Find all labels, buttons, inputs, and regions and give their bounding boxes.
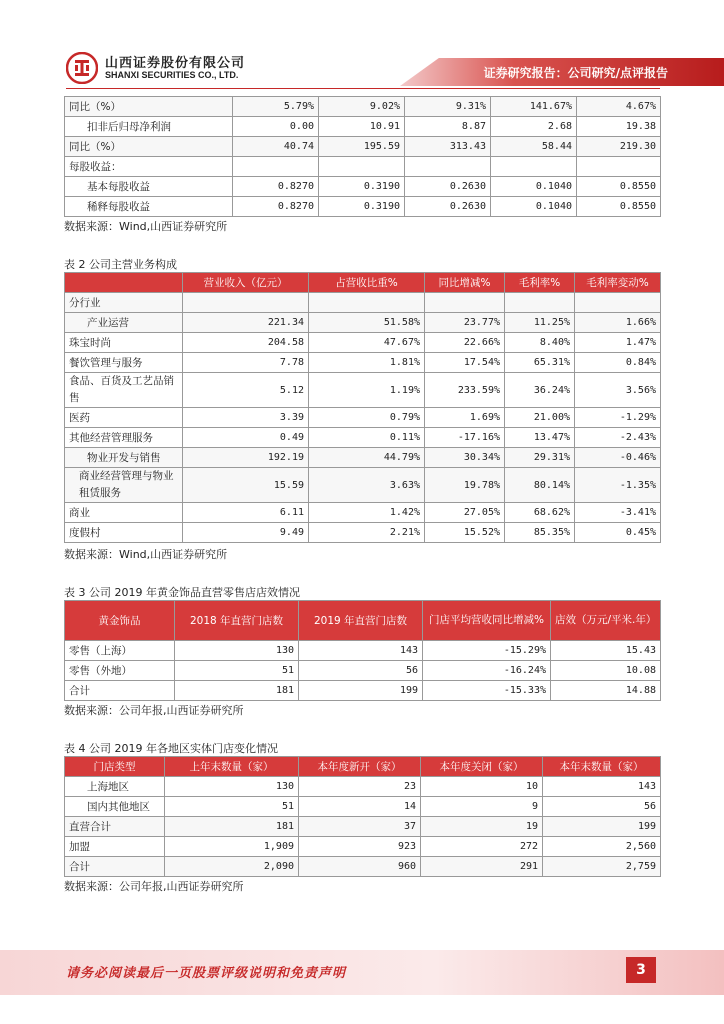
business-composition-table [64,272,661,543]
table-row: 上海地区 130 23 10 143 [65,777,661,797]
table-row: 度假村 9.49 2.21% 15.52% 85.35% 0.45% [65,523,661,543]
table-row: 零售（外地） 51 56 -16.24% 10.08 [65,661,661,681]
table-section-row: 分行业 [65,293,661,313]
company-name-en: SHANXI SECURITIES CO., LTD. [105,70,239,80]
table1-source: 数据来源：Wind,山西证券研究所 [64,220,228,233]
table-row: 加盟 1,909 923 272 2,560 [65,837,661,857]
table2-caption: 表 2 公司主营业务构成 [64,258,177,271]
table-row: 每股收益： [65,157,661,177]
table-row: 扣非后归母净利润 0.00 10.91 8.87 2.68 19.38 [65,117,661,137]
table-header-row: 门店类型 上年末数量（家） 本年度新开（家） 本年度关闭（家） 本年末数量（家） [65,757,661,777]
report-type: 证券研究报告：公司研究/点评报告 [483,66,668,80]
table4-source: 数据来源：公司年报,山西证券研究所 [64,880,244,893]
table-row: 商业 6.11 1.42% 27.05% 68.62% -3.41% [65,503,661,523]
table-row: 餐饮管理与服务 7.78 1.81% 17.54% 65.31% 0.84% [65,353,661,373]
table-row: 稀释每股收益 0.8270 0.3190 0.2630 0.1040 0.8550 [65,197,661,217]
table-row: 国内其他地区 51 14 9 56 [65,797,661,817]
table-row: 物业开发与销售 192.19 44.79% 30.34% 29.31% -0.46% [65,448,661,468]
table2-source: 数据来源：Wind,山西证券研究所 [64,548,228,561]
table4-caption: 表 4 公司 2019 年各地区实体门店变化情况 [64,742,278,755]
table-row: 产业运营 221.34 51.58% 23.77% 11.25% 1.66% [65,313,661,333]
table-row: 食品、百货及工艺品销售 5.12 1.19% 233.59% 36.24% 3.56% [65,373,661,408]
table-row: 商业经营管理与物业租赁服务 15.59 3.63% 19.78% 80.14% -1.35% [65,468,661,503]
company-logo-icon [66,52,98,84]
table3-caption: 表 3 公司 2019 年黄金饰品直营零售店店效情况 [64,586,300,599]
table-header-row: 黄金饰品 2018 年直营门店数 2019 年直营门店数 门店平均营收同比增减% 店效（万元/平米.年） [65,601,661,641]
table-row: 直营合计 181 37 19 199 [65,817,661,837]
header-divider [66,88,660,89]
company-name-cn: 山西证券股份有限公司 [105,56,246,71]
table-row: 零售（上海） 130 143 -15.29% 15.43 [65,641,661,661]
financial-summary-table [64,96,661,217]
page-header [0,0,724,92]
store-change-table [64,756,661,877]
table-row: 合计 2,090 960 291 2,759 [65,857,661,877]
table3-source: 数据来源：公司年报,山西证券研究所 [64,704,244,717]
table-row: 基本每股收益 0.8270 0.3190 0.2630 0.1040 0.8550 [65,177,661,197]
footer-disclaimer: 请务必阅读最后一页股票评级说明和免责声明 [66,966,347,981]
table-row: 其他经营管理服务 0.49 0.11% -17.16% 13.47% -2.43% [65,428,661,448]
table-header-row: 营业收入（亿元） 占营收比重% 同比增减% 毛利率% 毛利率变动% [65,273,661,293]
table-row: 合计 181 199 -15.33% 14.88 [65,681,661,701]
table-row: 同比（%） 5.79% 9.02% 9.31% 141.67% 4.67% [65,97,661,117]
gold-store-efficiency-table [64,600,661,701]
table-row: 医药 3.39 0.79% 1.69% 21.00% -1.29% [65,408,661,428]
table-row: 同比（%） 40.74 195.59 313.43 58.44 219.30 [65,137,661,157]
page-number: 3 [626,957,656,983]
table-row: 珠宝时尚 204.58 47.67% 22.66% 8.40% 1.47% [65,333,661,353]
